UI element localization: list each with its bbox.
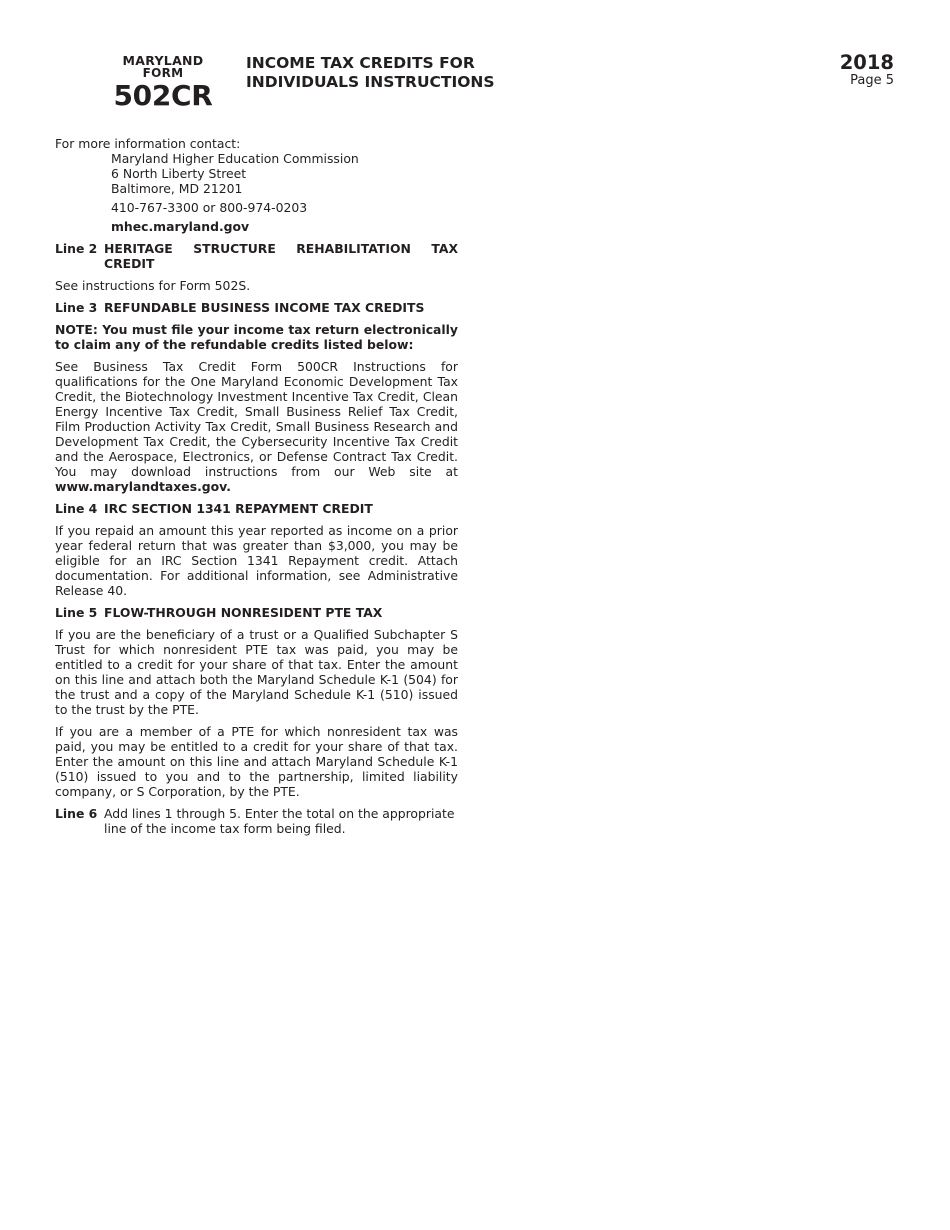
title-line-1: INCOME TAX CREDITS FOR — [246, 54, 475, 72]
line-2-header — [55, 241, 458, 271]
line-3-body: See Business Tax Credit Form 500CR Instructions for qualifications for the One Maryland Economic Development Tax Credit, the Biotechnology Investment Incentive Tax Credit, Clean Energy Incentive Tax Credit, Small Business Relief Tax Credit, Film Production Activity Tax Credit, Small Business Research and Development Tax Credit, the Cybersecurity Incentive Tax Credit and the Aerospace, Electronics, or Defense Contract Tax Credit. You may download instructions from our Web site at — [55, 359, 458, 479]
line-5-paragraph-2: If you are a member of a PTE for which nonresident tax was paid, you may be entitled to a credit for your share of that tax. Enter the amount on this line and attach Maryland Schedule K-1 (510) issued to you and to the partnership, limited liability company, or S Corporation, by the PTE. — [55, 724, 458, 799]
line-3-note: NOTE: You must file your income tax return electronically to claim any of the refundable credits listed below: — [55, 322, 458, 352]
line-5-header — [55, 605, 458, 620]
line-5-label: Line 5 — [55, 605, 98, 620]
year-block — [840, 52, 894, 89]
form-logo — [112, 54, 214, 111]
line-4-heading: IRC SECTION 1341 REPAYMENT CREDIT — [104, 501, 373, 516]
contact-org: Maryland Higher Education Commission — [111, 151, 359, 166]
tax-year: 2018 — [839, 51, 894, 74]
line-4-label: Line 4 — [55, 501, 98, 516]
state-name: MARYLAND — [122, 53, 204, 68]
instructions-column — [55, 136, 458, 843]
page-number: Page 5 — [850, 73, 894, 88]
page-title — [246, 54, 495, 92]
line-4-text: If you repaid an amount this year reported as income on a prior year federal return that was greater than $3,000, you may be eligible for an IRC Section 1341 Repayment credit. Attach documentation. For additional information, see Administrative Release 40. — [55, 523, 458, 598]
line-5-heading: FLOW-THROUGH NONRESIDENT PTE TAX — [104, 605, 383, 620]
line-3-label: Line 3 — [55, 300, 98, 315]
line-3-header — [55, 300, 458, 315]
form-word: FORM — [142, 66, 184, 80]
title-line-2: INDIVIDUALS INSTRUCTIONS — [246, 73, 495, 91]
line-6-text: Add lines 1 through 5. Enter the total on the appropriate line of the income tax form being filed. — [104, 806, 455, 836]
line-6-row — [55, 806, 458, 836]
contact-street: 6 North Liberty Street — [111, 166, 247, 181]
contact-city: Baltimore, MD 21201 — [111, 181, 243, 196]
contact-block — [111, 151, 458, 234]
line-3-heading: REFUNDABLE BUSINESS INCOME TAX CREDITS — [104, 300, 425, 315]
line-2-heading: HERITAGE STRUCTURE REHABILITATION TAX CREDIT — [104, 241, 458, 271]
contact-website-link[interactable]: mhec.maryland.gov — [111, 219, 250, 234]
line-4-header — [55, 501, 458, 516]
line-3-text — [55, 359, 458, 494]
line-2-text: See instructions for Form 502S. — [55, 278, 251, 293]
contact-phone: 410-767-3300 or 800-974-0203 — [111, 200, 308, 215]
line-3-website-link[interactable]: www.marylandtaxes.gov. — [55, 479, 231, 494]
line-5-paragraph-1: If you are the beneficiary of a trust or a Qualified Subchapter S Trust for which nonresident PTE tax was paid, you may be entitled to a credit for your share of that tax. Enter the amount on this line and attach both the Maryland Schedule K-1 (504) for the trust and a copy of the Maryland Schedule K-1 (510) issued to the trust by the PTE. — [55, 627, 458, 717]
line-6-label: Line 6 — [55, 806, 98, 821]
form-number: 502CR — [113, 79, 213, 112]
contact-intro: For more information contact: — [55, 136, 241, 151]
line-2-label: Line 2 — [55, 241, 98, 256]
